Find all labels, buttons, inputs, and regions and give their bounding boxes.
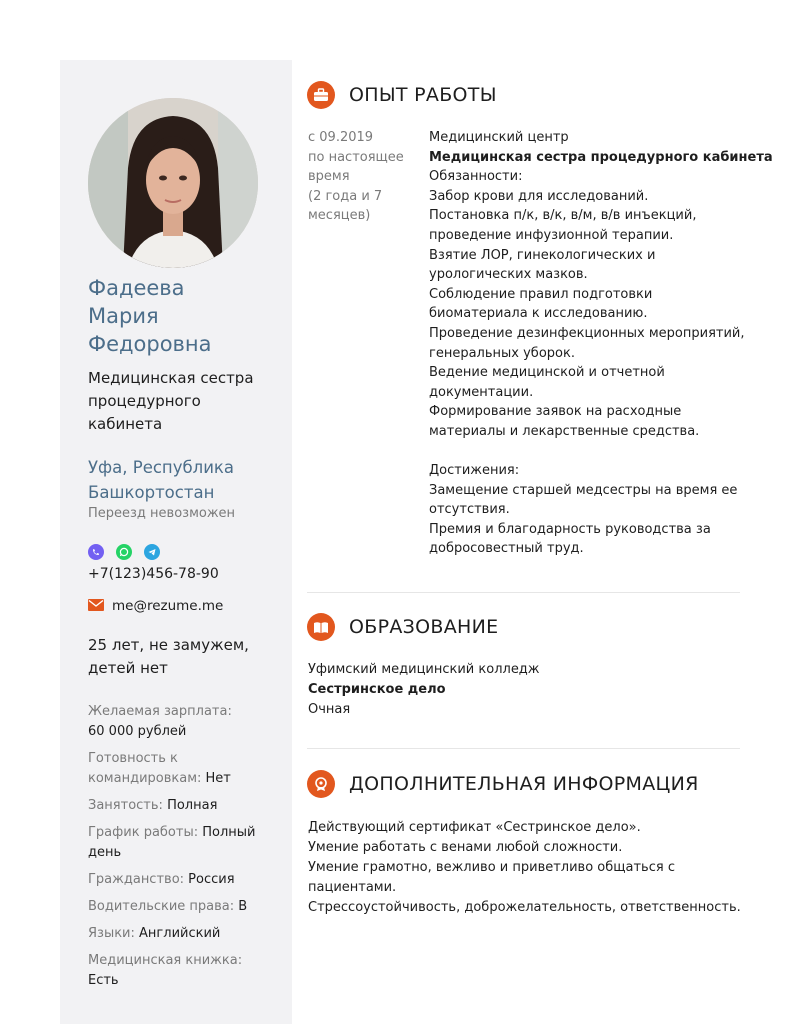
additional-title: ДОПОЛНИТЕЛЬНАЯ ИНФОРМАЦИЯ [349,773,699,795]
education-header [307,613,498,641]
fact-value: Нет [205,771,231,786]
additional-line: Умение грамотно, вежливо и приветливо общаться с [308,860,675,875]
name-line: Мария [88,304,159,328]
education-specialty: Сестринское дело [308,682,446,697]
duty-line: генеральных уборок. [429,345,575,361]
fact-label: Занятость: [88,798,163,813]
fact-label: Гражданство: [88,872,185,887]
achievement-line: отсутствия. [429,502,510,518]
name-line: Фадеева [88,276,185,300]
period-line: месяцев) [308,208,371,223]
period-line: по настоящее [308,149,404,165]
fact-value: Английский [139,926,221,941]
fact-salary [88,702,288,742]
fact-business-trips [88,749,288,789]
personal-line: детей нет [88,659,168,677]
section-divider [307,592,740,593]
personal-line: 25 лет, не замужем, [88,636,249,654]
experience-title: ОПЫТ РАБОТЫ [349,84,497,106]
fact-value: Полный день [88,825,256,860]
additional-line: Действующий сертификат «Сестринское дело». [308,820,641,835]
period-line: с 09.2019 [308,130,374,145]
city-line: Уфа, Республика [88,458,235,477]
education-form: Очная [308,702,351,717]
fact-label: Водительские права: [88,899,235,914]
full-name [88,274,278,358]
fact-label: Медицинская книжка: [88,953,243,968]
duty-line: Соблюдение правил подготовки [429,286,653,302]
duty-line: Постановка п/к, в/к, в/м, в/в инъекций, [429,208,697,224]
duty-line: документации. [429,384,534,400]
personal-info [88,634,278,680]
fact-languages [88,924,288,944]
position-line: процедурного [88,392,201,410]
fact-employment [88,796,288,816]
city [88,455,288,505]
fact-driver-license [88,897,288,917]
name-line: Федоровна [88,332,212,356]
duty-line: Формирование заявок на расходные [429,404,682,420]
briefcase-icon [307,81,335,109]
duty-line: Проведение дезинфекционных мероприятий, [429,325,745,341]
education-title: ОБРАЗОВАНИЕ [349,616,499,638]
profile-photo [88,98,258,268]
position-line: Медицинская сестра [88,369,254,387]
additional-line: пациентами. [308,880,397,895]
duty-line: биоматериала к исследованию. [429,306,648,322]
additional-line: Стрессоустойчивость, доброжелательность, ответственность. [308,900,741,915]
fact-line: командировкам: Нет [88,771,231,786]
facts-list [88,702,288,998]
education-institution: Уфимский медицинский колледж [308,662,540,677]
phone-number[interactable]: +7(123)456-78-90 [88,566,219,582]
education-details [308,660,540,720]
email-address[interactable]: me@rezume.me [112,597,224,614]
fact-value: Есть [88,973,119,988]
achievement-line: Премия и благодарность руководства за [429,521,711,537]
relocation-status: Переезд невозможен [88,506,236,521]
fact-value: 60 000 рублей [88,724,187,739]
company-name: Медицинский центр [429,130,569,145]
duty-line: Забор крови для исследований. [429,188,649,204]
info-badge-icon [307,770,335,798]
desired-position [88,367,278,436]
period-line: время [308,169,350,184]
section-divider [307,748,740,749]
duties-title: Обязанности: [429,169,523,185]
fact-value: B [238,899,248,914]
job-position: Медицинская сестра процедурного кабинета [429,149,773,165]
period-line: (2 года и 7 [308,188,383,204]
duty-line: урологических мазков. [429,267,588,283]
achievement-line: Замещение старшей медсестры на время ее [429,482,738,498]
envelope-icon [88,596,104,615]
spacer [429,442,749,462]
fact-value: Россия [188,872,235,887]
telegram-icon[interactable] [144,544,160,560]
fact-medical-book [88,951,288,991]
sidebar [60,60,292,1024]
fact-schedule [88,823,288,863]
position-line: кабинета [88,415,163,433]
additional-header [307,770,699,798]
messengers [88,544,160,560]
book-icon [307,613,335,641]
duty-line: проведение инфузионной терапии. [429,227,674,243]
work-period [308,128,418,226]
experience-header [307,81,497,109]
additional-line: Умение работать с венами любой сложности. [308,840,623,855]
email-row [88,596,223,615]
duty-line: материалы и лекарственные средства. [429,423,700,439]
fact-citizenship [88,870,288,890]
fact-label: Готовность к [88,751,178,766]
duty-line: Взятие ЛОР, гинекологических и [429,247,656,263]
achievement-line: добросовестный труд. [429,541,584,557]
viber-icon[interactable] [88,544,104,560]
city-line: Башкортостан [88,483,215,502]
whatsapp-icon[interactable] [116,544,132,560]
fact-value: Полная [167,798,218,813]
additional-details [308,818,748,918]
fact-label: График работы: [88,825,199,840]
fact-label: Желаемая зарплата: [88,704,232,719]
duty-line: Ведение медицинской и отчетной [429,365,665,381]
fact-label: Языки: [88,926,135,941]
work-details [429,128,773,559]
achievements-title: Достижения: [429,463,520,479]
